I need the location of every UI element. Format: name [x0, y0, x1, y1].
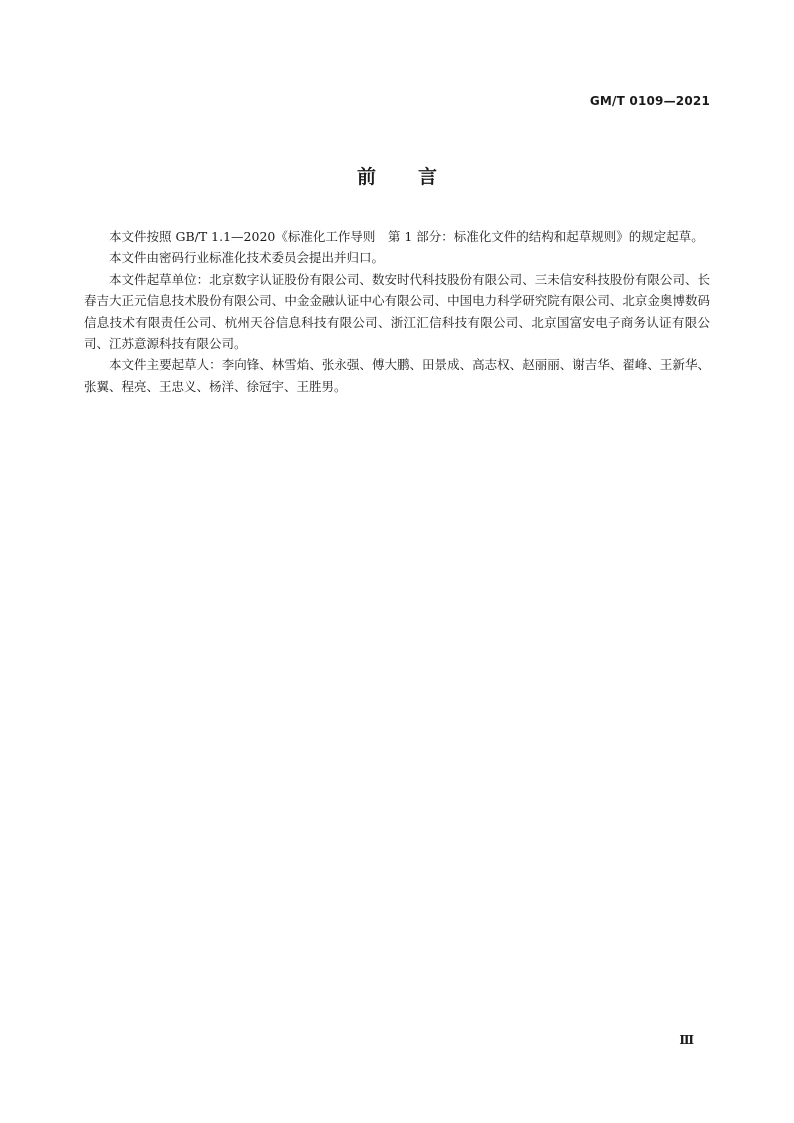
paragraph-proposer: 本文件由密码行业标准化技术委员会提出并归口。: [109, 250, 385, 266]
page-title: 前言: [356, 166, 479, 188]
page-number: Ⅲ: [679, 1033, 694, 1047]
paragraph-drafting-rules: 本文件按照 GB/T 1.1—2020《标准化工作导则 第 1 部分：标准化文件的结构和起草规则》的规定起草。: [109, 229, 704, 244]
paragraph-drafters: 本文件主要起草人：李向锋、林雪焰、张永强、傅大鹏、田景成、高志权、赵丽丽、谢吉华、翟峰、王新华、张翼、程亮、王忠义、杨洋、徐冠宇、王胜男。: [84, 357, 710, 394]
document-code: GM/T 0109—2021: [589, 94, 710, 108]
foreword-body: [84, 226, 710, 397]
paragraph-drafting-units: 本文件起草单位：北京数字认证股份有限公司、数安时代科技股份有限公司、三未信安科技股份有限公司、长春吉大正元信息技术股份有限公司、中金金融认证中心有限公司、中国电力科学研究院有限公司、北京金奥博数码信息技术有限责任公司、杭州天谷信息科技有限公司、浙江汇信科技有限公司、北京国富安电子商务认证有限公司、江苏意源科技有限公司。: [84, 271, 710, 352]
